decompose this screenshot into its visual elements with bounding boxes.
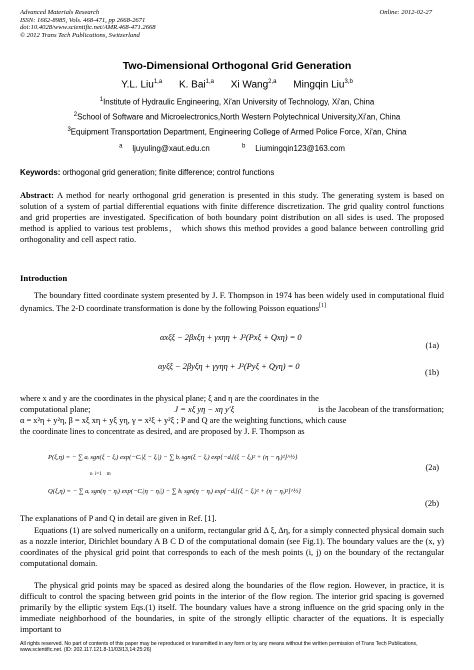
equation-number: (2a) xyxy=(425,463,439,472)
issn-line: ISSN: 1662-8985, Vols. 468-471, pp 2668-2671 xyxy=(20,16,146,24)
affiliation: $^1$Institute of Hydraulic Engineering, Xi'an University of Technology, Xi'an, China xyxy=(99,97,375,107)
abstract-text: A method for nearly orthogonal grid generation is presented in this study. The generating system is based on solution of a system of partial differential equations with finite difference discretization. The grid quality control functions and grid properties are investigated. Specification of both boundary point distribution on all sides is used. The proposed method is applied to various test problems， which shows this method provides a good balance between controlling grid orthogonality and cell aspect ratio. xyxy=(20,191,445,244)
equation-number: (1b) xyxy=(425,368,439,377)
equation-2a: P(ξ,η) = − ∑ aᵢ sgn(ξ − ξᵢ) exp(−Cᵢ|ξ − ξᵢ|) − ∑ bᵢ sgn(ξ − ξᵢ) exp{−dᵢ[(ξ − ξᵢ)² + (η − ηᵢ)²]^½} xyxy=(48,454,298,461)
keywords-label: Keywords: xyxy=(20,168,61,177)
affiliation: $^3$Equipment Transportation Department, Engineering College of Armed Police Force, Xi'an, China xyxy=(67,127,407,137)
paper-title: Two-Dimensional Orthogonal Grid Generation xyxy=(122,60,352,72)
affiliation: $^2$School of Software and Microelectronics,North Western Polytechnical University,Xi'an, China xyxy=(73,112,401,122)
section-heading: Introduction xyxy=(20,273,68,283)
footer-notice: All rights reserved. No part of contents of this paper may be reproduced or transmitted in any form or by any means without the written permission of Trans Tech Publications, www.scientific.net. (ID: 202.117.121.8-11/03/13,14:25:26) xyxy=(20,641,418,653)
equation-1b: αyξξ − 2βyξη + γyηη + J²(Pyξ + Qyη) = 0 xyxy=(158,362,300,371)
doi-line: doi:10.4028/www.scientific.net/AMR.468-471.2668 xyxy=(20,24,156,32)
email-link[interactable]: $^a$ ljuyuling@xaut.edu.cn xyxy=(119,143,210,153)
intro-paragraph: The boundary fitted coordinate system presented by J. F. Thompson in 1974 has been widely used in computational fluid dynamics. The 2-D coordinate transformation is done by the following Poisson equations[1] xyxy=(20,291,444,313)
sum-limits: n i=1 m xyxy=(90,472,111,477)
equation-number: (2b) xyxy=(425,499,439,508)
author: K. Bai$^{1,a}$ xyxy=(178,79,214,91)
author: Xi Wang$^{2,a}$ xyxy=(230,79,277,91)
keywords xyxy=(20,168,274,177)
explanation-text: The explanations of P and Q in detail are given in Ref. [1]. xyxy=(20,514,217,523)
equation-2b: Q(ξ,η) = − ∑ aᵢ sgn(η − ηᵢ) exp(−Cᵢ|η − ηᵢ|) − ∑ bᵢ sgn(η − ηᵢ) exp{−dᵢ[(ξ − ξᵢ)² + (η − ηᵢ)²]^½} xyxy=(48,488,301,495)
author: Y.L. Liu$^{1,a}$ xyxy=(121,79,163,91)
journal-name: Advanced Materials Research xyxy=(20,9,100,16)
where-paragraph: where x and y are the coordinates in the physical plane; ξ and η are the coordinates in the computational plane; J = xξ yη − xη y′ξ is the Jacobean of the transformation; α = x²η + y²η, β = xξ xη + yξ yη, γ = x²ξ + y²ξ ; P and Q are the weighting functions, which cause the coordinate lines to concentrate as desired, and are proposed by J. F. Thompson as xyxy=(20,394,444,436)
abstract-label: Abstract: xyxy=(20,191,54,200)
equation-1a: αxξξ − 2βxξη + γxηη + J²(Pxξ + Qxη) = 0 xyxy=(160,333,302,342)
keywords-text: orthogonal grid generation; finite difference; control functions xyxy=(62,168,275,177)
email-line xyxy=(0,143,474,153)
body-paragraph: Equations (1) are solved numerically on a uniform, rectangular grid Δ ξ, Δη, for a simply connected physical domain such as a nozzle interior, Dirichlet boundary A B C D of the computational domain (see Fig.1). The boundary values are the (x, y) coordinates of the physical grid point that corresponds to each of the mesh points (i, j) on the boundary of the rectangular computational domain. xyxy=(20,526,444,568)
journal-header xyxy=(20,9,156,39)
copyright-line: © 2012 Trans Tech Publications, Switzerland xyxy=(20,31,140,39)
author-list xyxy=(0,79,474,90)
author: Mingqin Liu$^{3,b}$ xyxy=(293,79,353,91)
body-paragraph: The physical grid points may be spaced as desired along the boundaries of the flow region. However, in practice, it is difficult to control the spacing between grid points in the interior of the flow region. The interior grid spacing is governed primarily by the elliptic system Eqs.(1) itself. The boundary values have a strong influence on the grid spacing only in the immediate neighborhood of the boundaries, in spite of the strongly elliptic character of the equations. It is especially important to xyxy=(20,581,444,634)
abstract xyxy=(20,190,444,245)
online-date: Online: 2012-02-27 xyxy=(379,9,432,16)
email-link[interactable]: $^b$ Liumingqin123@163.com xyxy=(241,143,345,153)
equation-number: (1a) xyxy=(425,341,439,350)
